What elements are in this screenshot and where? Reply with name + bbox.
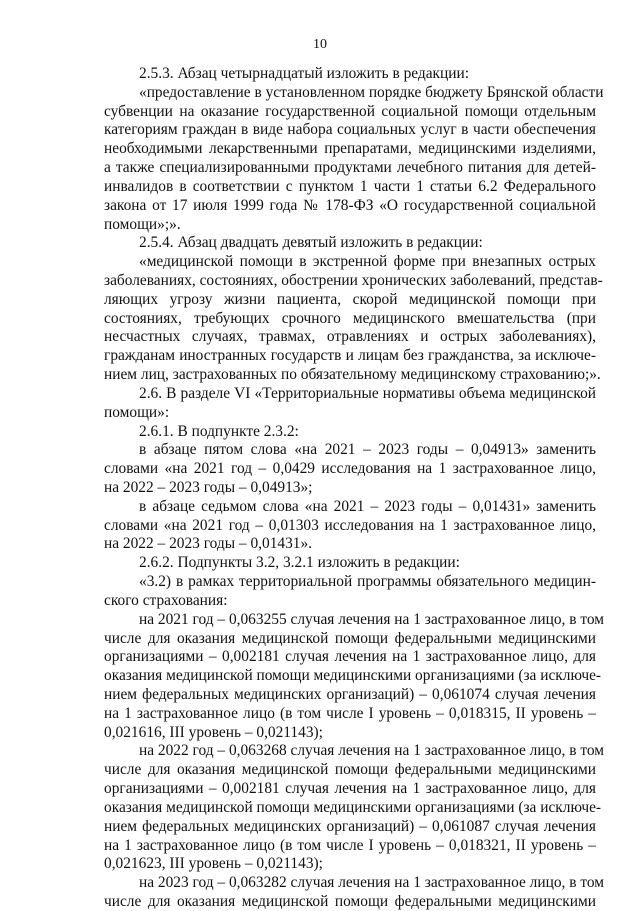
text-line: на 2023 год – 0,063282 случая лечения на 1 застрахованное лицо, в том <box>139 874 605 891</box>
text-line: на 2022 год – 0,063268 случая лечения на 1 застрахованное лицо, в том <box>139 742 605 759</box>
text-line: 2.5.3. Абзац четырнадцатый изложить в редакции: <box>139 65 470 82</box>
text-line: на 1 застрахованное лицо (в том числе I уровень – 0,018321, II уровень – <box>104 837 596 854</box>
text-line: организациями – 0,002181 случая лечения на 1 застрахованное лицо, для <box>104 648 596 665</box>
text-line: словами «на 2021 год – 0,0429 исследования на 1 застрахованное лицо, <box>104 460 596 477</box>
text-line: на 2021 год – 0,063255 случая лечения на 1 застрахованное лицо, в том <box>139 611 605 628</box>
text-line: оказания медицинской помощи медицинскими организациями (за исключе- <box>104 667 602 684</box>
text-line: «3.2) в рамках территориальной программы обязательного медицин- <box>139 573 596 590</box>
text-line: числе для оказания медицинской помощи федеральными медицинскими <box>104 761 596 778</box>
text-line: оказания медицинской помощи медицинскими организациями (за исключе- <box>104 799 602 816</box>
text-line: ляющих угрозу жизни пациента, скорой медицинской помощи при <box>104 291 596 308</box>
text-line: 0,021623, III уровень – 0,021143); <box>104 855 323 872</box>
text-line: «предоставление в установленном порядке бюджету Брянской области <box>139 84 604 101</box>
text-line: «медицинской помощи в экстренной форме при внезапных острых <box>139 253 596 270</box>
text-line: закона от 17 июля 1999 года № 178-ФЗ «О государственной социальной <box>104 197 596 214</box>
text-line: 0,021616, III уровень – 0,021143); <box>104 724 323 741</box>
text-line: субвенции на оказание государственной социальной помощи отдельным <box>104 103 596 120</box>
text-line: организациями – 0,002181 случая лечения на 1 застрахованное лицо, для <box>104 780 596 797</box>
text-line: заболеваниях, состояниях, обострении хронических заболеваний, представ- <box>104 272 603 289</box>
text-line: в абзаце пятом слова «на 2021 – 2023 годы – 0,04913» заменить <box>139 441 596 458</box>
text-line: 2.6. В разделе VI «Территориальные нормативы объема медицинской <box>139 385 596 402</box>
text-line: категориям граждан в виде набора социальных услуг в части обеспечения <box>104 121 596 138</box>
text-line: числе для оказания медицинской помощи федеральными медицинскими <box>104 893 596 910</box>
text-line: на 2022 – 2023 годы – 0,01431». <box>104 535 313 552</box>
text-line: 2.6.1. В подпункте 2.3.2: <box>139 423 299 440</box>
text-line: а также специализированными продуктами лечебного питания для детей- <box>104 159 596 176</box>
text-line: в абзаце седьмом слова «на 2021 – 2023 годы – 0,01431» заменить <box>139 498 596 515</box>
text-line: числе для оказания медицинской помощи федеральными медицинскими <box>104 630 596 647</box>
text-line: нием лиц, застрахованных по обязательному медицинскому страхованию;». <box>104 366 601 383</box>
page-number: 10 <box>313 37 327 52</box>
text-line: на 2022 – 2023 годы – 0,04913»; <box>104 479 313 496</box>
text-line: на 1 застрахованное лицо (в том числе I уровень – 0,018315, II уровень – <box>104 705 596 722</box>
text-line: нием федеральных медицинских организаций) – 0,061074 случая лечения <box>104 686 596 703</box>
text-line: состояниях, требующих срочного медицинского вмешательства (при <box>104 310 596 327</box>
text-line: инвалидов в соответствии с пунктом 1 части 1 статьи 6.2 Федерального <box>104 178 596 195</box>
text-line: нием федеральных медицинских организаций) – 0,061087 случая лечения <box>104 818 596 835</box>
text-line: помощи»: <box>104 404 170 421</box>
text-line: ского страхования: <box>104 592 228 609</box>
text-line: несчастных случаях, травмах, отравлениях и острых заболеваниях), <box>104 328 596 345</box>
text-line: словами «на 2021 год – 0,01303 исследования на 1 застрахованное лицо, <box>104 517 596 534</box>
text-line: гражданам иностранных государств и лицам без гражданства, за исключе- <box>104 347 596 364</box>
text-line: помощи»;». <box>104 216 181 233</box>
text-line: необходимыми лекарственными препаратами, медицинскими изделиями, <box>104 140 596 157</box>
text-line: 2.6.2. Подпункты 3.2, 3.2.1 изложить в редакции: <box>139 554 460 571</box>
text-line: 2.5.4. Абзац двадцать девятый изложить в редакции: <box>139 234 483 251</box>
